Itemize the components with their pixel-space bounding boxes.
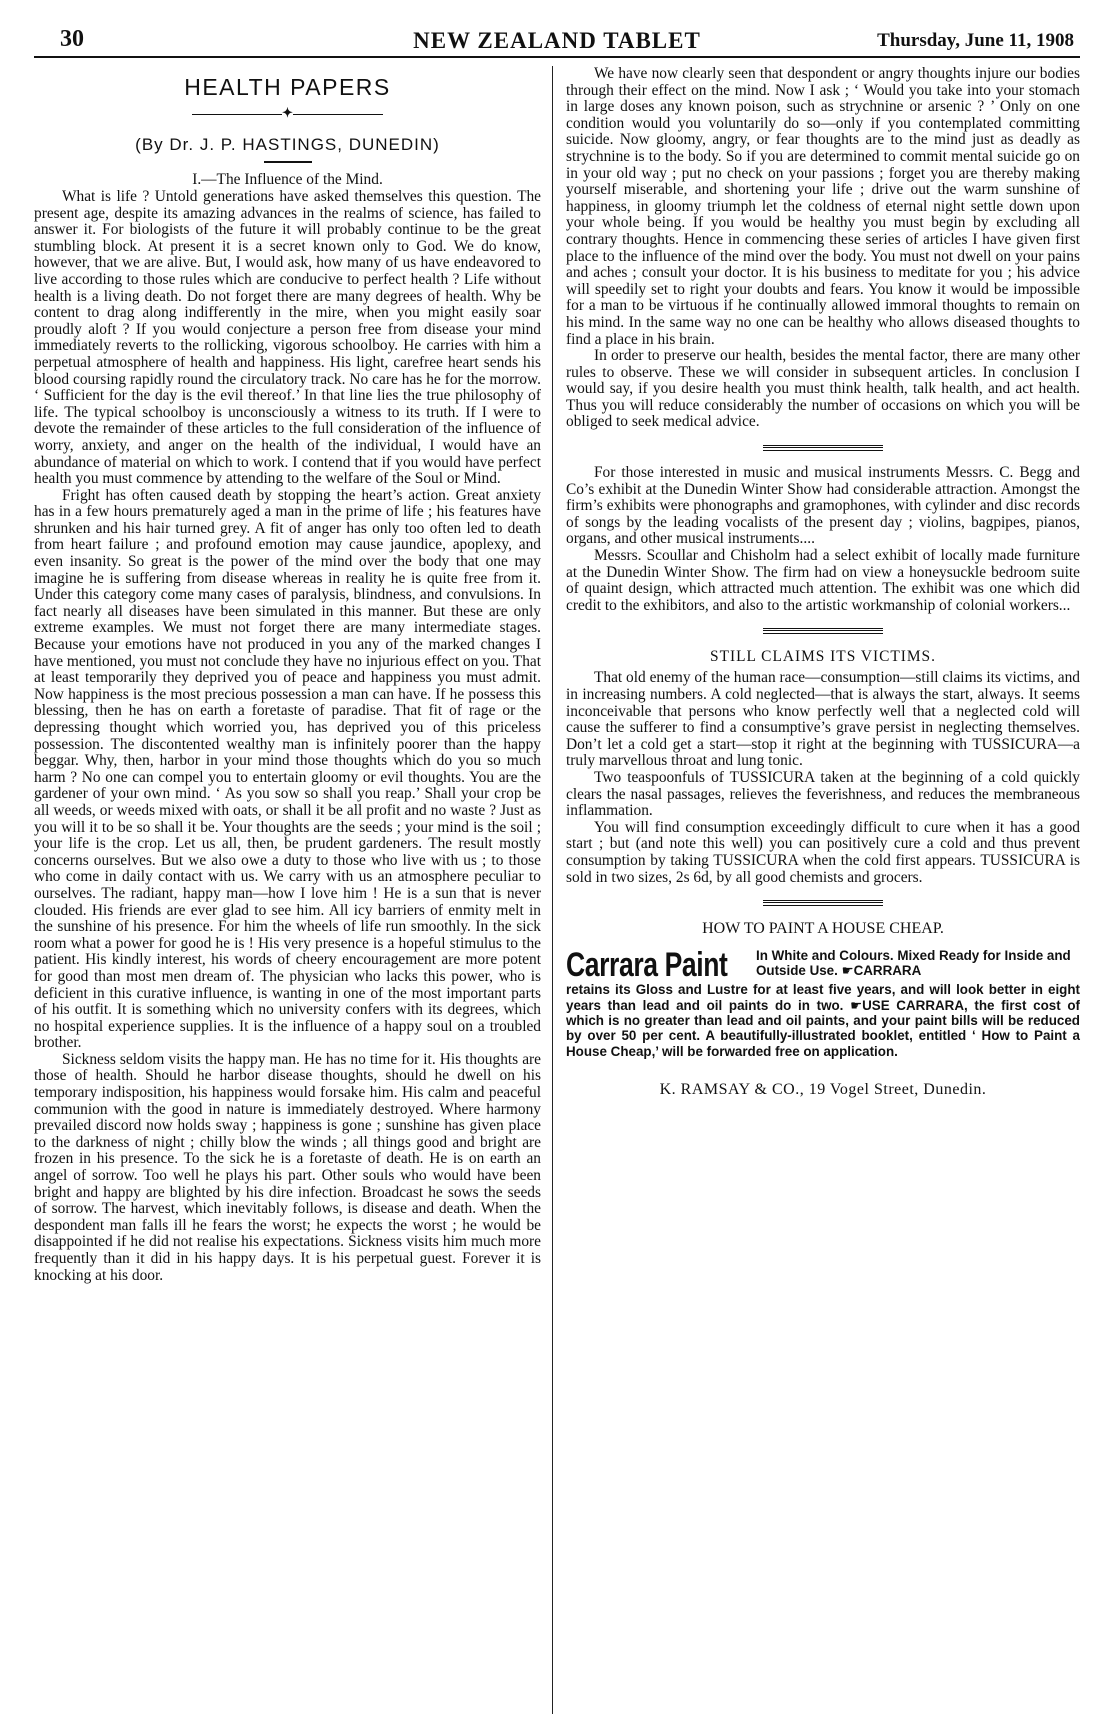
article-paragraph: We have now clearly seen that despondent or angry thoughts injure our bodies through their effect on the mind. Now I ask ; ‘ Would you take into your stomach in large doses any known poison, such as strychnine or arsenic ? ’ Only on one condition would you voluntarily do so—only if you contemplated committing suicide. Now gloomy, angry, or fear thoughts are to the mind just as deadly as strychnine is to the body. So if you are determined to commit mental suicide go on in your old way ; put no check on your passions ; forget you are thereby making yourself miserable, and shortening your life ; drive out the warm sunshine of happiness, in gloomy triumph let the coldness of eternal night settle down upon your whole being. If you would be healthy you must begin by excluding all contrary thoughts. Hence in commencing these series of articles I have given first place to the influence of the mind over the body. You must not dwell on your pains and aches ; consult your doctor. It is his business to meditate for you ; his advice will speedily set to right your doubts and fears. You know it would be impossible for a man to be virtuous if he continually allowed immoral thoughts to remain on his mind. In the same way no one can be healthy who allows diseased thoughts to find a place in his brain. bbox=[566, 65, 1080, 348]
article-byline: (By Dr. J. P. HASTINGS, DUNEDIN) bbox=[135, 135, 440, 154]
paper-title: NEW ZEALAND TABLET bbox=[413, 28, 701, 53]
advert-top-text: In White and Colours. Mixed Ready for Inside and Outside Use. ☛CARRARA bbox=[756, 948, 1071, 979]
column-rule bbox=[552, 66, 553, 1714]
advert-footer: K. RAMSAY & CO., 19 Vogel Street, Dunedin. bbox=[659, 1081, 987, 1099]
page-number: 30 bbox=[60, 26, 84, 52]
columns bbox=[34, 66, 1080, 1714]
victims-paragraph: Two teaspoonfuls of TUSSICURA taken at the beginning of a cold quickly clears the nasal passages, relieves the feverishness, and reduces the membraneous inflammation. bbox=[566, 768, 1080, 820]
article-paragraph: Sickness seldom visits the happy man. He has no time for it. His thoughts are those of health. Should he harbor disease thoughts, should he dwell on his temporary indisposition, his happiness would forsake him. His calm and peaceful communion with the good in nature is immediately destroyed. Where harmony prevailed discord now holds sway ; happiness is gone ; sunshine has given place to the darkness of night ; chilly blow the winds ; all things good and bright are frozen in his presence. To the sick he is a foretaste of death. He is on earth an angel of sorrow. Too well he plays his part. Other souls who would have been bright and happy are blighted by his dire infection. Broadcast he sows the seeds of sorrow. The harvest, which inevitably follows, is disease and death. When the despondent man falls ill he fears the worst; he expects the worst ; he would be disappointed if he did not realise his expectations. Sickness visits him much more frequently than it did in his happy days. It is his perpetual guest. Forever it is knocking at his door. bbox=[34, 1050, 541, 1284]
article-subhead: I.—The Influence of the Mind. bbox=[192, 171, 383, 188]
victims-paragraph: That old enemy of the human race—consumption—still claims its victims, and in increasing numbers. A cold neglected—that is always the start, always. It seems inconceivable that persons who know perfectly well that a neglected cold will cause the sufferer to find a consumptive’s grave persist in neglecting themselves. Don’t let a cold get a start—stop it right at the beginning with TUSSICURA—a truly marvellous throat and lung tonic. bbox=[566, 669, 1080, 770]
article-paragraph: In order to preserve our health, besides the mental factor, there are many other rules to observe. These we will consider in subsequent articles. In conclusion I would say, if you desire health you must think health, talk health, and act health. Thus you will reduce considerably the number of occasions on which you will be obliged to seek medical advice. bbox=[566, 347, 1080, 431]
note-paragraph: For those interested in music and musical instruments Messrs. C. Begg and Co’s exhibit at the Dunedin Winter Show had considerable attraction. Amongst the firm’s exhibits were phonographs and gramophones, with cylinder and disc records of songs by the leading vocalists of the present day ; violins, bagpipes, pianos, organs, and other musical instruments.... bbox=[566, 464, 1080, 548]
paint-advert bbox=[566, 920, 1080, 1099]
victims-title: STILL CLAIMS ITS VICTIMS. bbox=[710, 648, 936, 666]
advert-brand-row bbox=[566, 946, 1080, 985]
section-divider bbox=[763, 445, 883, 451]
left-column bbox=[34, 66, 541, 1714]
note-paragraph: Messrs. Scoullar and Chisholm had a select exhibit of locally made furniture at the Dunedin Winter Show. The firm had on view a honeysuckle bedroom suite of quaint design, which attracted much attention. The exhibit was one which did credit to the exhibitors, and also to the artistic workmanship of colonial workers... bbox=[566, 547, 1080, 614]
section-divider bbox=[763, 628, 883, 634]
divider bbox=[264, 161, 312, 163]
article-paragraph: What is life ? Untold generations have asked themselves this question. The present age, despite its amazing advances in the realms of science, has failed to answer it. For biologists of the future it will probably continue to be the great stumbling block. At present it is a secret known only to God. We do know, however, that we are alive. But, I would ask, how many of us have endeavored to live according to those rules which are conducive to perfect health ? Life without health is a living death. Do not forget there are many degrees of health. Why be content to drag along indifferently in the mire, when you might easily soar proudly aloft ? If you would conjecture a person free from disease your mind immediately reverts to the rollicking, vigorous schoolboy. He carries with him a perpetual atmosphere of health and happiness. His light, carefree heart sends his blood coursing rapidly round the circulatory track. No care has he for the morrow. ‘ Sufficient for the day is the evil thereof.’ In that line lies the true philosophy of life. The typical schoolboy is unconsciously a witness to its truth. If I were to devote the remainder of these articles to the full consideration of the influence of worry, anxiety, and anger on the health of the individual, I would have an abundance of material on which to work. I contend that if you would have perfect health you must commence by attending to the welfare of the Soul or Mind. bbox=[34, 188, 541, 488]
ornament-glyph: ✦ bbox=[282, 105, 293, 120]
masthead bbox=[34, 20, 1080, 58]
advert-heading: HOW TO PAINT A HOUSE CHEAP. bbox=[702, 920, 944, 938]
section-divider bbox=[763, 900, 883, 906]
advert-brand: Carrara Paint bbox=[566, 946, 728, 985]
issue-date: Thursday, June 11, 1908 bbox=[877, 30, 1074, 51]
advert-body: retains its Gloss and Lustre for at least five years, and will look better in eight years than lead and oil paints do in two. ☛USE CARRARA, the first cost of which is no greater than lead and oil paints, and your paint bills will be reduced by over 50 per cent. A beautifully-illustrated booklet, entitled ‘ How to Paint a House Cheap,’ will be forwarded free on application. bbox=[566, 982, 1080, 1059]
article-paragraph: Fright has often caused death by stopping the heart’s action. Great anxiety has in a few hours prematurely aged a man in the prime of life ; his features have shrunken and his hair turned grey. A fit of anger has only too often led to death from heart failure ; and profound emotion may cause jaundice, apoplexy, and even insanity. So great is the power of the mind over the body that one may imagine he is suffering from disease whereas in reality he is quite free from it. Under this category come many cases of paralysis, blindness, and convulsions. In fact nearly all diseases have been simulated in this manner. But these are only extreme examples. We must not forget there are many intermediate stages. Because your emotions have not produced in you any of the marked changes I have mentioned, you must not conclude they have no injurious effect on you. That at least temporarily they deprived you of peace and happiness you must admit. Now happiness is the most precious possession a man can have. If he possess this blessing, then he has on earth a foretaste of paradise. That fit of rage or the depressing thought which worried you, has deprived you of this priceless possession. The discontented wealthy man is infinitely poorer than the happy beggar. Why, then, harbor in your mind those thoughts which do you so much harm ? No one can compel you to entertain gloomy or evil thoughts. You are the gardener of your own mind. ‘ As you sow so shall you reap.’ Shall your crop be all weeds, or weeds mixed with oats, or shall it be all profit and no waste ? Just as you will it to be so shall it be. Your thoughts are the seeds ; your mind is the soil ; your life is the crop. Let us all, then, be prudent gardeners. The result mostly concerns ourselves. But we also owe a duty to those who live with us ; to those who come in daily contact with us. We carry with us an atmosphere peculiar to ourselves. The radiant, happy man—how I love him ! He is a sun that is never clouded. His friends are ever glad to see him. All icy barriers of enmity melt in the sunshine of his presence. For him the wheels of life run smoothly. In the sick room what a power for good he is ! His very presence is a hopeful stimulus to the patient. His kindly interest, his words of cheery encouragement are more potent for good than most men dream of. The physician who lacks this power, who is deficient in this curative influence, is wanting in one of the most important parts of his outfit. It is something which no university confers with its degrees, which no hospital experience supplies. It is the influence of a happy soul on a troubled brother. bbox=[34, 486, 541, 1052]
title-ornament bbox=[34, 105, 541, 121]
right-column bbox=[566, 66, 1080, 1714]
victims-paragraph: You will find consumption exceedingly difficult to cure when it has a good start ; but (and note this well) you can positively cure a cold and thus prevent consumption by taking TUSSICURA when the cold first appears. TUSSICURA is sold in two sizes, 2s 6d, by all good chemists and grocers. bbox=[566, 818, 1080, 886]
article-title: HEALTH PAPERS bbox=[184, 74, 391, 100]
